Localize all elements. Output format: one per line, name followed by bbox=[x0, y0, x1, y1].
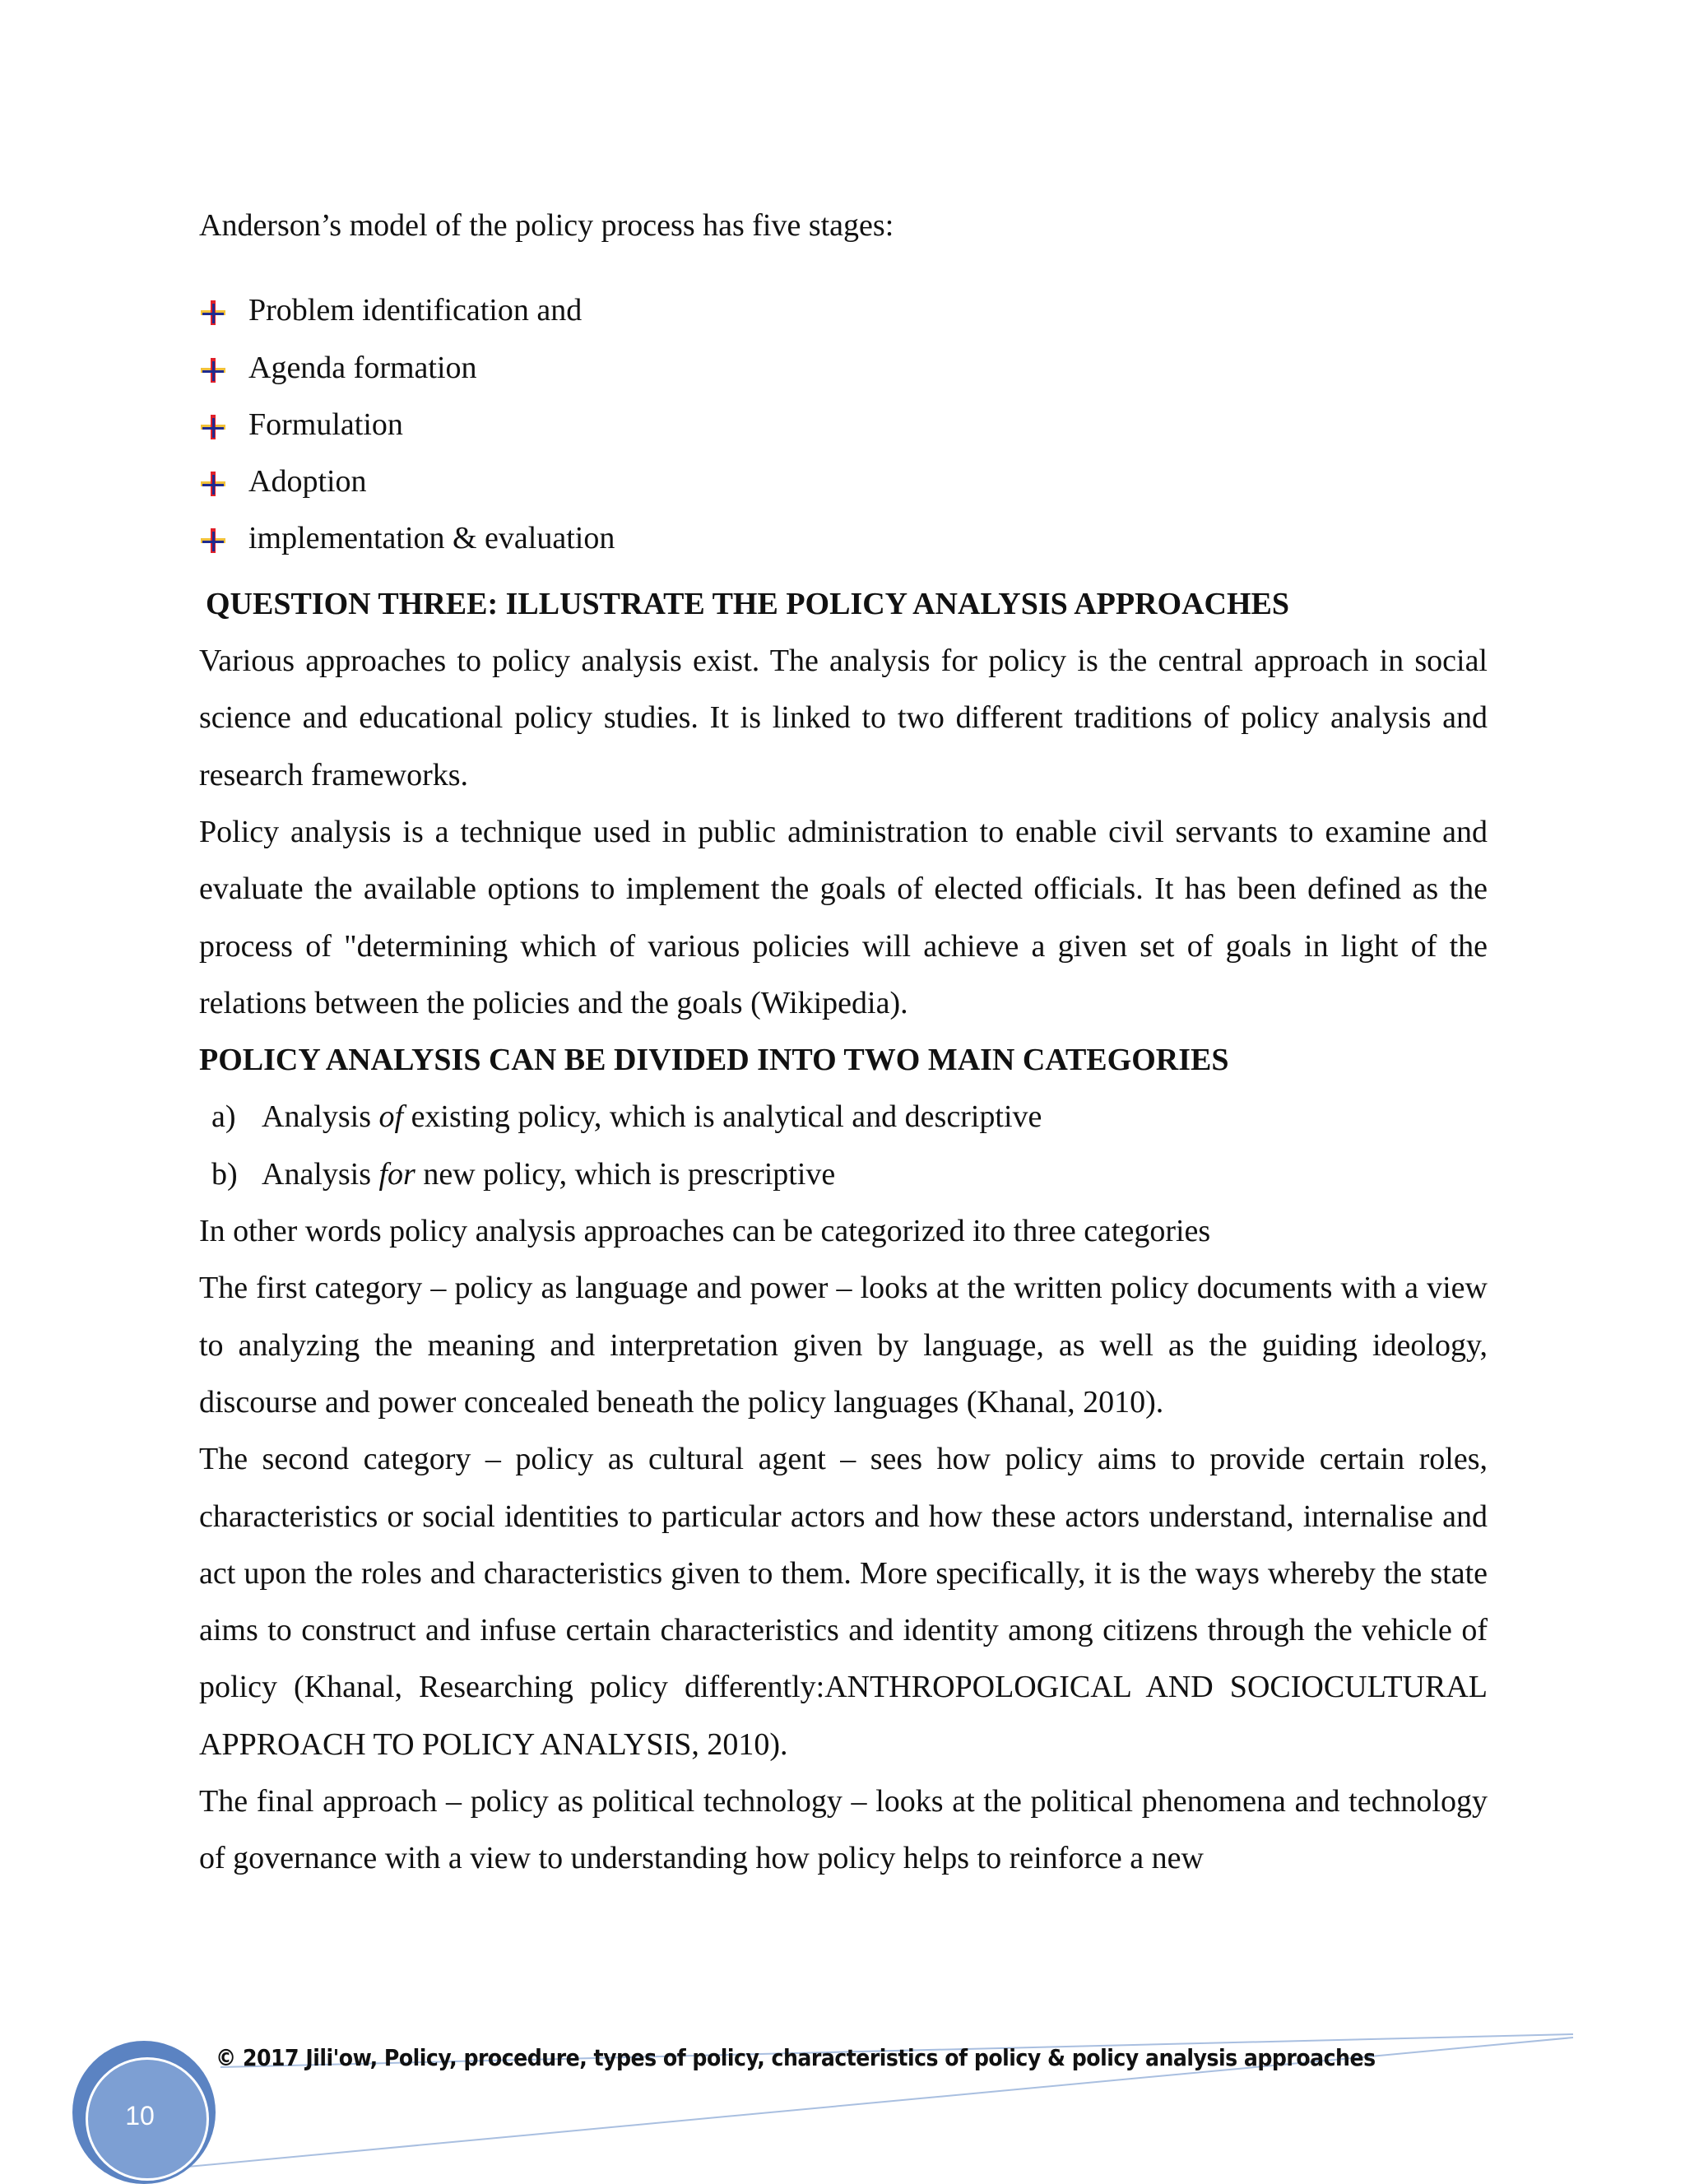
paragraph: The final approach – policy as political technology – looks at the political phenomena and technology of governance with a view to understanding how policy helps to reinforce a new bbox=[199, 1784, 1488, 1876]
stage-label: implementation & evaluation bbox=[248, 521, 615, 556]
list-marker: a) bbox=[211, 1099, 236, 1135]
stage-label: Adoption bbox=[248, 464, 367, 500]
category-text-pre: Analysis bbox=[262, 1099, 379, 1135]
category-text-pre: Analysis bbox=[262, 1156, 379, 1192]
category-text-post: new policy, which is prescriptive bbox=[415, 1156, 836, 1192]
category-emphasis: for bbox=[378, 1156, 415, 1192]
paragraph: In other words policy analysis approaches can be categorized ito three categories bbox=[199, 1214, 1211, 1249]
paragraph: The first category – policy as language and power – looks at the written policy documents with a view to analyzing the meaning and interpretation given by language, as well as the guiding ideology, discourse and power concealed beneath the policy languages (Khanal, 2010). bbox=[199, 1271, 1488, 1420]
list-marker: b) bbox=[211, 1156, 238, 1192]
paragraph: The second category – policy as cultural agent – sees how policy aims to provide certain roles, characteristics or social identities to particular actors and how these actors understand, internalise and act upon the roles and characteristics given to them. More specifically, it is the ways whereby the state aims to construct and infuse certain characteristics and identity among citizens through the vehicle of policy (Khanal, Researching policy differently:ANTHROPOLOGICAL AND SOCIOCULTURAL APPROACH TO POLICY ANALYSIS, 2010). bbox=[199, 1442, 1488, 1762]
stage-label: Formulation bbox=[248, 407, 403, 442]
paragraph: Various approaches to policy analysis exist. The analysis for policy is the central approach in social science and educational policy studies. It is linked to two different traditions of policy analysis and research frameworks. bbox=[199, 644, 1488, 792]
page-number: 10 bbox=[125, 2101, 155, 2131]
stage-label: Problem identification and bbox=[248, 293, 583, 328]
footer-text: © 2017 Jili'ow, Policy, procedure, types of policy, characteristics of policy & policy analysis approaches bbox=[216, 2044, 1376, 2071]
category-text-post: existing policy, which is analytical and descriptive bbox=[403, 1099, 1042, 1135]
paragraph: Policy analysis is a technique used in public administration to enable civil servants to examine and evaluate the available options to implement the goals of elected officials. It has been defined as the process of "determining which of various policies will achieve a given set of goals in light of the relations between the policies and the goals (Wikipedia). bbox=[199, 814, 1488, 1020]
intro-text: Anderson’s model of the policy process has five stages: bbox=[199, 208, 894, 243]
categories-heading: POLICY ANALYSIS CAN BE DIVIDED INTO TWO MAIN CATEGORIES bbox=[199, 1043, 1229, 1078]
question-heading: QUESTION THREE: ILLUSTRATE THE POLICY ANALYSIS APPROACHES bbox=[206, 586, 1289, 621]
category-emphasis: of bbox=[378, 1099, 404, 1135]
stage-label: Agenda formation bbox=[248, 350, 477, 385]
